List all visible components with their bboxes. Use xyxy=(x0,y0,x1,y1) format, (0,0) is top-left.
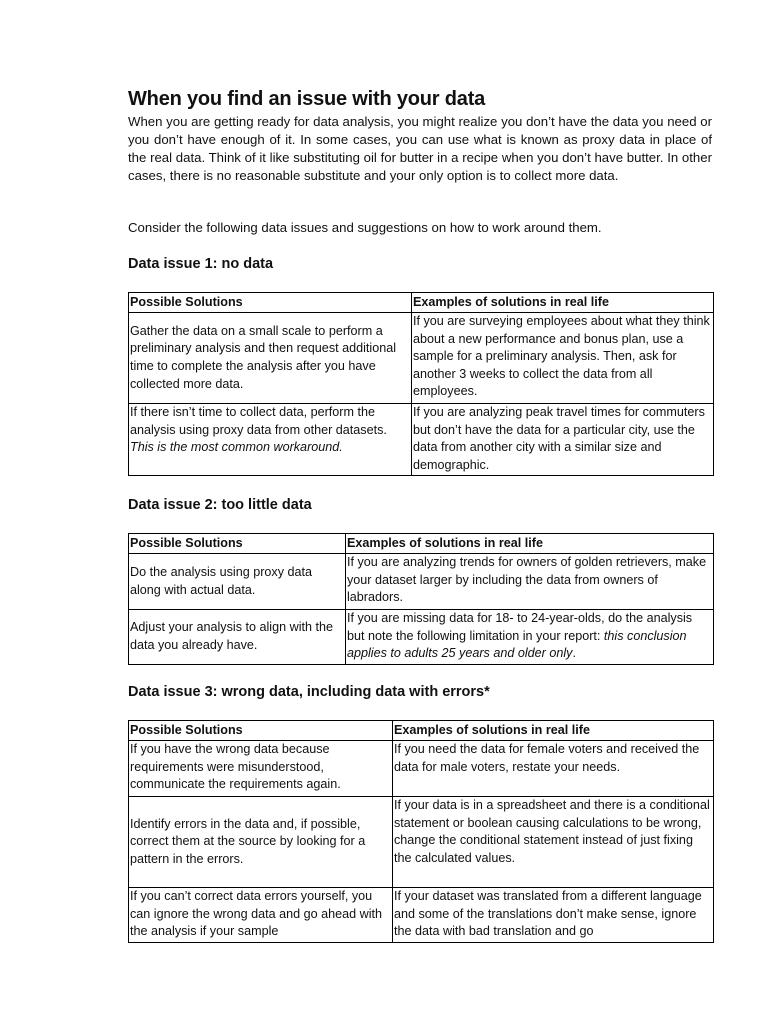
solution-cell: If you can’t correct data errors yourself, you can ignore the wrong data and go ahead with the analysis if your sample xyxy=(129,888,393,943)
example-emphasis: this conclusion applies to adults 25 years and older only xyxy=(347,628,687,661)
solution-cell: Do the analysis using proxy data along with actual data. xyxy=(129,554,346,610)
column-header-solutions: Possible Solutions xyxy=(129,293,412,313)
solution-emphasis: This is the most common workaround. xyxy=(130,440,343,455)
issue-2-heading: Data issue 2: too little data xyxy=(128,497,312,513)
table-row xyxy=(129,313,714,404)
solution-cell: Identify errors in the data and, if possible, correct them at the source by looking for a pattern in the errors. xyxy=(129,797,393,888)
example-text: If you are missing data for 18- to 24-year-olds, do the analysis but note the following limitation in your report: xyxy=(347,611,693,643)
solution-cell xyxy=(129,404,412,476)
example-cell: If you are missing data for 18- to 24-year-olds, do the analysis but note the following limitation in your report: this conclusion applies to adults 25 years and older only. xyxy=(346,610,714,665)
issue-1-table xyxy=(128,292,714,476)
table-row xyxy=(129,741,714,797)
table-row xyxy=(129,610,714,665)
issue-3-table xyxy=(128,720,714,943)
example-cell: If you need the data for female voters and received the data for male voters, restate your needs. xyxy=(393,741,714,797)
table-header-row xyxy=(129,534,714,554)
column-header-solutions: Possible Solutions xyxy=(129,534,346,554)
example-cell: If your dataset was translated from a different language and some of the translations don’t make sense, ignore the data with bad translation and go xyxy=(393,888,714,943)
column-header-examples: Examples of solutions in real life xyxy=(393,721,714,741)
solution-cell: If you have the wrong data because requirements were misunderstood, communicate the requirements again. xyxy=(129,741,393,797)
page-title: When you find an issue with your data xyxy=(128,88,486,110)
consider-paragraph: Consider the following data issues and suggestions on how to work around them. xyxy=(128,220,602,235)
table-header-row xyxy=(129,293,714,313)
table-row xyxy=(129,888,714,943)
solution-cell: Gather the data on a small scale to perform a preliminary analysis and then request additional time to complete the analysis after you have collected more data. xyxy=(129,313,412,404)
issue-2-table xyxy=(128,533,714,665)
table-row xyxy=(129,404,714,476)
intro-paragraph: When you are getting ready for data analysis, you might realize you don’t have the data you need or you don’t have enough of it. In some cases, you can use what is known as proxy data in place of the real data. Think of it like substituting oil for butter in a recipe when you don’t have butter. In other cases, there is no reasonable substitute and your only option is to collect more data. xyxy=(128,114,712,183)
table-row xyxy=(129,797,714,888)
solution-text: If there isn’t time to collect data, perform the analysis using proxy data from other datasets. xyxy=(130,405,387,437)
example-cell: If you are surveying employees about what they think about a new performance and bonus plan, use a sample for a preliminary analysis. Then, ask for another 3 weeks to collect the data from all employees. xyxy=(412,313,714,404)
issue-3-heading: Data issue 3: wrong data, including data with errors* xyxy=(128,684,490,700)
column-header-examples: Examples of solutions in real life xyxy=(412,293,714,313)
example-cell: If your data is in a spreadsheet and there is a conditional statement or boolean causing calculations to be wrong, change the conditional statement instead of just fixing the calculated values. xyxy=(393,797,714,888)
solution-cell: Adjust your analysis to align with the data you already have. xyxy=(129,610,346,665)
table-header-row xyxy=(129,721,714,741)
issue-1-heading: Data issue 1: no data xyxy=(128,256,274,272)
column-header-examples: Examples of solutions in real life xyxy=(346,534,714,554)
example-cell: If you are analyzing peak travel times for commuters but don’t have the data for a particular city, use the data from another city with a similar size and demographic. xyxy=(412,404,714,476)
example-cell: If you are analyzing trends for owners of golden retrievers, make your dataset larger by including the data from owners of labradors. xyxy=(346,554,714,610)
column-header-solutions: Possible Solutions xyxy=(129,721,393,741)
table-row xyxy=(129,554,714,610)
